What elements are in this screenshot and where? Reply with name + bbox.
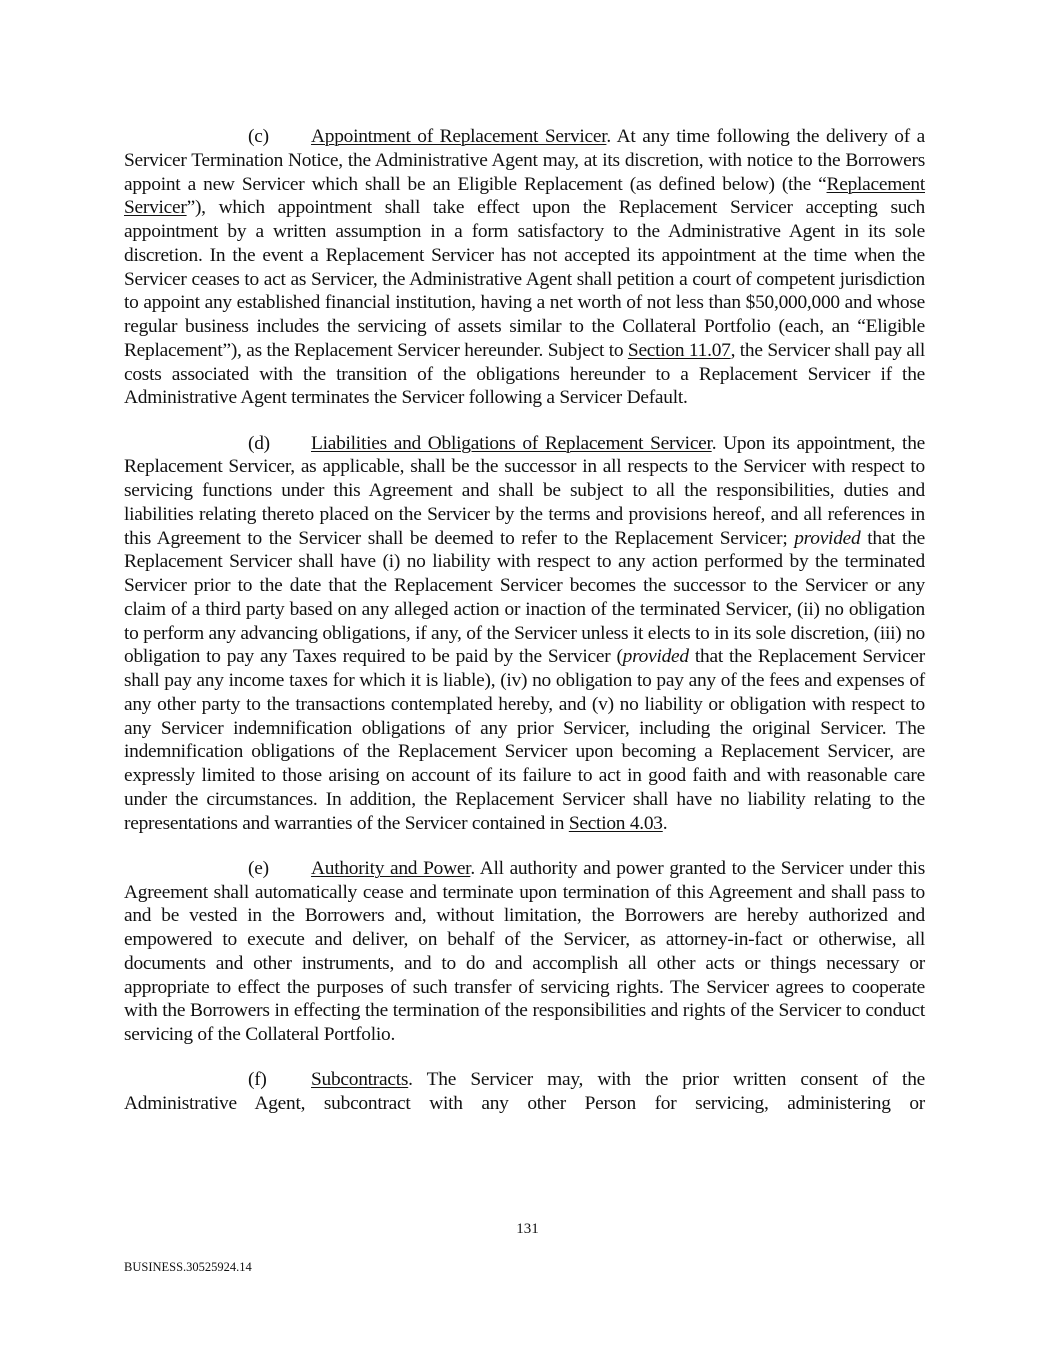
paragraph-c <box>124 125 925 410</box>
paragraph-e <box>124 857 925 1047</box>
section-heading: Appointment of Replacement Servicer <box>311 126 607 147</box>
paragraph-text: , the Servicer shall pay all costs associated with the transition of the obligations hereunder to a Replacement Servicer if the Administrative Agent terminates the Servicer following a Servicer Default. <box>124 339 925 409</box>
paragraph-f <box>124 1068 925 1116</box>
paragraph-label: (c) <box>248 126 269 147</box>
italic-term: provided <box>622 646 689 668</box>
paragraph-text: . Upon its appointment, the Replacement Servicer, as applicable, shall be the successor in all respects to the Servicer with respect to servicing functions under this Agreement and shall be subject to all the responsibilities, duties and liabilities relating thereto placed on the Servicer by the terms and provisions hereof, and all references in this Agreement to the Servicer shall be deemed to refer to the Replacement Servicer; <box>124 432 926 549</box>
paragraph-text: . The Servicer may, with the prior written consent of the Administrative Agent, subcontract with any other Person for servicing, administering or <box>124 1069 925 1114</box>
defined-term: Replacement Servicer <box>124 173 925 219</box>
section-reference-link[interactable]: Section 4.03 <box>568 812 663 834</box>
paragraph-text: that the Replacement Servicer shall pay any income taxes for which it is liable), (iv) no obligation to pay any of the fees and expenses of any other party to the transactions contemplated hereby, and (v) no liability or obligation with respect to any Servicer indemnification obligations of any prior Servicer, including the original Servicer. The indemnification obligations of the Replacement Servicer upon becoming a Replacement Servicer, are expressly limited to those arising on account of its failure to act in good faith and with reasonable care under the circumstances. In addition, the Replacement Servicer shall have no liability relating to the representations and warranties of the Servicer contained in <box>124 646 925 834</box>
paragraph-text: . All authority and power granted to the Servicer under this Agreement shall automatically cease and terminate upon termination of this Agreement and shall pass to and be vested in the Borrowers and, without limitation, the Borrowers are hereby authorized and empowered to execute and deliver, on behalf of the Servicer, as attorney-in-fact or otherwise, all documents and other instruments, and to do and accomplish all other acts or things necessary or appropriate to effect the purposes of such transfer of servicing rights. The Servicer agrees to cooperate with the Borrowers in effecting the termination of the responsibilities and rights of the Servicer to conduct servicing of the Collateral Portfolio. <box>124 857 925 1045</box>
document-page <box>124 125 925 1137</box>
paragraph-d <box>124 432 925 836</box>
paragraph-text: ”), which appointment shall take effect upon the Replacement Servicer accepting such appointment by a written assumption in a form satisfactory to the Administrative Agent in its sole discretion. In the event a Replacement Servicer has not accepted its appointment at the time when the Servicer ceases to act as Servicer, the Administrative Agent shall petition a court of competent jurisdiction to appoint any established financial institution, having a net worth of not less than $50,000,000 and whose regular business includes the servicing of assets similar to the Collateral Portfolio (each, an “Eligible Replacement”), as the Replacement Servicer hereunder. Subject to <box>124 197 925 361</box>
footer-document-id: BUSINESS.30525924.14 <box>124 1260 252 1274</box>
paragraph-label: (d) <box>248 432 270 454</box>
paragraph-label: (e) <box>248 857 269 879</box>
paragraph-text: . <box>662 812 668 834</box>
paragraph-label: (f) <box>248 1069 267 1091</box>
section-heading: Subcontracts <box>311 1069 409 1091</box>
paragraph-text: that the Replacement Servicer shall have (i) no liability with respect to any action performed by the terminated Servicer prior to the date that the Replacement Servicer becomes the successor to the Servicer or any claim of a third party based on any alleged action or inaction of the terminated Servicer, (ii) no obligation to perform any advancing obligations, if any, of the Servicer unless it elects to in its sole discretion, (iii) no obligation to pay any Taxes required to be paid by the Servicer ( <box>124 527 925 668</box>
section-reference-link[interactable]: Section 11.07 <box>627 339 731 361</box>
section-heading: Authority and Power <box>311 857 471 879</box>
italic-term: provided <box>794 527 861 549</box>
section-heading: Liabilities and Obligations of Replacement Servicer <box>311 432 712 454</box>
page-number: 131 <box>516 1221 539 1237</box>
paragraph-text: . At any time following the delivery of a Servicer Termination Notice, the Administrative Agent may, at its discretion, with notice to the Borrowers appoint a new Servicer which shall be an Eligible Replacement (as defined below) (the “ <box>124 126 925 195</box>
